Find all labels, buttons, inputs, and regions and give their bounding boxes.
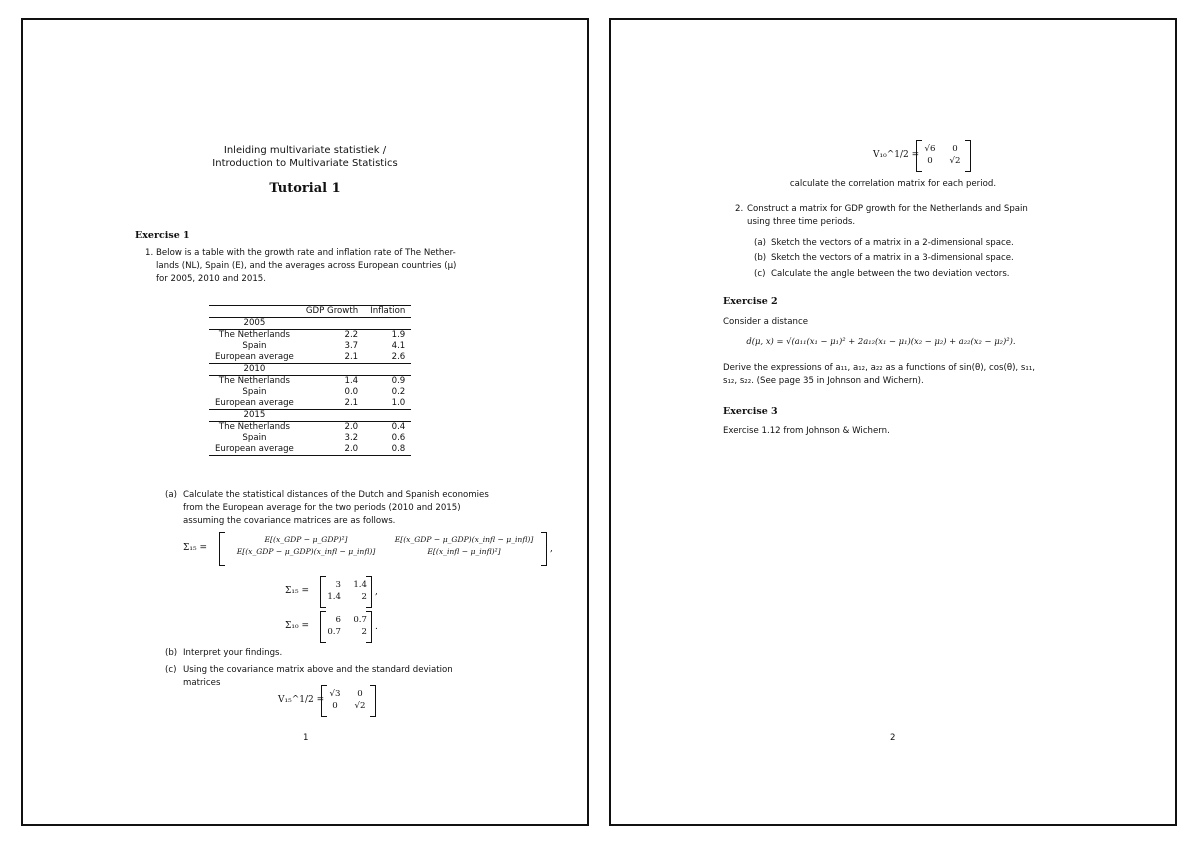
distance-formula: d(μ, x) = √(a₁₁(x₁ − μ₁)² + 2a₁₂(x₁ − μ₁)(x₂ − μ₂) + a₂₂(x₂ − μ₂)²). [746, 336, 1016, 346]
row-label: European average [215, 352, 294, 362]
matrix-bracket-left [916, 140, 922, 172]
document-page-1 [21, 18, 589, 826]
matrix-bracket-right [541, 532, 547, 566]
matrix-cell: 3 [335, 580, 341, 590]
matrix-cell: E[(x_infl − μ_infl)²] [427, 547, 501, 556]
matrix-cell: 0 [332, 701, 338, 711]
inflation-value: 0.6 [391, 433, 406, 443]
inflation-value: 2.6 [391, 352, 406, 362]
matrix-trailing-punct: , [550, 544, 553, 554]
table-row [209, 433, 411, 444]
derive-line-2: s₁₂, s₂₂. (See page 35 in Johnson and Wichern). [723, 376, 924, 386]
table-header-gdp: GDP Growth [305, 306, 359, 316]
tutorial-title: Tutorial 1 [269, 181, 341, 196]
matrix-bracket-left [320, 611, 326, 643]
page-number: 1 [303, 733, 309, 743]
matrix-cell: E[(x_GDP − μ_GDP)(x_infl − μ_infl)] [236, 547, 376, 556]
matrix-bracket-right [965, 140, 971, 172]
title-english: Introduction to Multivariate Statistics [212, 158, 398, 169]
subitem-a-label: (a) [165, 490, 177, 500]
matrix-row [227, 546, 543, 558]
item-2-a-text: Sketch the vectors of a matrix in a 2-dimensional space. [771, 238, 1014, 248]
derive-text [723, 362, 1068, 388]
inflation-value: 1.0 [391, 398, 406, 408]
subitem-a-text [183, 489, 523, 528]
document-page-2 [609, 18, 1177, 826]
table-header-empty [209, 306, 300, 318]
item-1-line-1: Below is a table with the growth rate and inflation rate of The Nether- [156, 248, 456, 258]
exercise-1-heading: Exercise 1 [135, 230, 190, 241]
matrix-bracket-left [320, 576, 326, 608]
inflation-value: 1.9 [391, 330, 406, 340]
year-label: 2005 [243, 318, 266, 328]
year-label: 2010 [243, 364, 266, 374]
subitem-a-line-3: assuming the covariance matrices are as follows. [183, 516, 396, 526]
growth-inflation-table [209, 305, 411, 456]
row-label: The Netherlands [218, 330, 290, 340]
matrix-cell: √2 [949, 156, 961, 166]
matrix-cell: E[(x_GDP − μ_GDP)²] [264, 535, 348, 544]
matrix-bracket-right [366, 576, 372, 608]
table-header-row [209, 306, 411, 318]
matrix-bracket-left [219, 532, 225, 566]
gdp-value: 1.4 [344, 376, 359, 386]
row-label: Spain [242, 341, 267, 351]
matrix-cell: 0.7 [353, 615, 367, 625]
exercise-3-heading: Exercise 3 [723, 406, 778, 417]
sigma10-lhs: Σ₁₀ = [285, 621, 309, 631]
matrix-trailing-punct: , [375, 587, 378, 597]
item-2-a-label: (a) [754, 238, 766, 248]
v10-matrix [923, 143, 963, 167]
inflation-value: 0.8 [391, 444, 406, 454]
title-dutch: Inleiding multivariate statistiek / [223, 145, 387, 156]
item-2-text [747, 203, 1107, 229]
row-label: European average [215, 444, 294, 454]
subitem-c-text [183, 664, 513, 690]
matrix-cell: E[(x_GDP − μ_GDP)(x_infl − μ_infl)] [394, 535, 534, 544]
subitem-a-line-1: Calculate the statistical distances of the Dutch and Spanish economies [183, 490, 489, 500]
table-year-row [209, 410, 411, 422]
item-1-number: 1. [145, 248, 154, 258]
inflation-value: 0.9 [391, 376, 406, 386]
matrix-cell: 0 [357, 689, 363, 699]
matrix-cell: 2 [361, 592, 367, 602]
matrix-cell: 0.7 [327, 627, 341, 637]
subitem-c-label: (c) [165, 665, 177, 675]
sigma15-lhs: Σ₁₅ = [285, 586, 309, 596]
item-2-c-text: Calculate the angle between the two deviation vectors. [771, 269, 1010, 279]
item-1-line-3: for 2005, 2010 and 2015. [156, 274, 266, 284]
subitem-b-text: Interpret your findings. [183, 648, 283, 658]
inflation-value: 0.2 [391, 387, 406, 397]
item-2-line-2: using three time periods. [747, 217, 856, 227]
table-row [209, 387, 411, 398]
item-2-b-text: Sketch the vectors of a matrix in a 3-dimensional space. [771, 253, 1014, 263]
v10-lhs: V₁₀^1/2 = [873, 150, 920, 160]
item-1-text [156, 247, 496, 286]
gdp-value: 2.1 [344, 398, 359, 408]
gdp-value: 2.2 [344, 330, 359, 340]
row-label: Spain [242, 387, 267, 397]
table-row [209, 330, 411, 342]
title-block [23, 144, 587, 170]
table-row [209, 376, 411, 388]
matrix-bracket-right [366, 611, 372, 643]
subitem-b-label: (b) [165, 648, 178, 658]
matrix-bracket-left [321, 685, 327, 717]
matrix-bracket-right [370, 685, 376, 717]
row-label: Spain [242, 433, 267, 443]
table-year-row [209, 364, 411, 376]
year-label: 2015 [243, 410, 266, 420]
v15-lhs: V₁₅^1/2 = [278, 695, 325, 705]
gdp-value: 2.1 [344, 352, 359, 362]
table-year-row [209, 318, 411, 330]
gdp-value: 3.7 [344, 341, 359, 351]
sigma-general-lhs: Σ₁₅ = [183, 543, 207, 553]
exercise-3-text: Exercise 1.12 from Johnson & Wichern. [723, 426, 890, 436]
matrix-cell: 0 [952, 144, 958, 154]
v15-matrix [328, 688, 368, 712]
inflation-value: 4.1 [391, 341, 406, 351]
gdp-value: 2.0 [344, 444, 359, 454]
gdp-value: 2.0 [344, 422, 359, 432]
matrix-cell: 1.4 [327, 592, 341, 602]
row-label: The Netherlands [218, 422, 290, 432]
subitem-a-line-2: from the European average for the two periods (2010 and 2015) [183, 503, 461, 513]
item-1-line-2: lands (NL), Spain (E), and the averages across European countries (μ) [156, 261, 457, 271]
gdp-value: 3.2 [344, 433, 359, 443]
gdp-value: 0.0 [344, 387, 359, 397]
page-number: 2 [890, 733, 896, 743]
consider-text: Consider a distance [723, 317, 808, 327]
matrix-row [227, 534, 543, 546]
matrix-trailing-punct: . [375, 622, 378, 632]
item-2-number: 2. [735, 204, 744, 214]
table-row [209, 398, 411, 410]
table-header-inflation: Inflation [370, 306, 406, 316]
item-2-line-1: Construct a matrix for GDP growth for the Netherlands and Spain [747, 204, 1028, 214]
matrix-cell: 1.4 [353, 580, 367, 590]
subitem-c-line-1: Using the covariance matrix above and the standard deviation [183, 665, 453, 675]
table-row [209, 352, 411, 364]
sigma-general-matrix [227, 534, 543, 558]
matrix-cell: 0 [927, 156, 933, 166]
row-label: European average [215, 398, 294, 408]
matrix-cell: √2 [354, 701, 366, 711]
calc-correlation-text: calculate the correlation matrix for each period. [789, 179, 997, 189]
exercise-2-heading: Exercise 2 [723, 296, 778, 307]
inflation-value: 0.4 [391, 422, 406, 432]
table-row [209, 444, 411, 456]
matrix-cell: √3 [329, 689, 341, 699]
item-2-b-label: (b) [754, 253, 767, 263]
row-label: The Netherlands [218, 376, 290, 386]
table-row [209, 341, 411, 352]
subitem-c-line-2: matrices [183, 678, 221, 688]
matrix-cell: 6 [335, 615, 341, 625]
derive-line-1: Derive the expressions of a₁₁, a₁₂, a₂₂ as a functions of sin(θ), cos(θ), s₁₁, [723, 363, 1035, 373]
sigma15-matrix [327, 579, 367, 603]
table-row [209, 422, 411, 434]
sigma10-matrix [327, 614, 367, 638]
matrix-cell: 2 [361, 627, 367, 637]
item-2-c-label: (c) [754, 269, 766, 279]
matrix-cell: √6 [924, 144, 936, 154]
